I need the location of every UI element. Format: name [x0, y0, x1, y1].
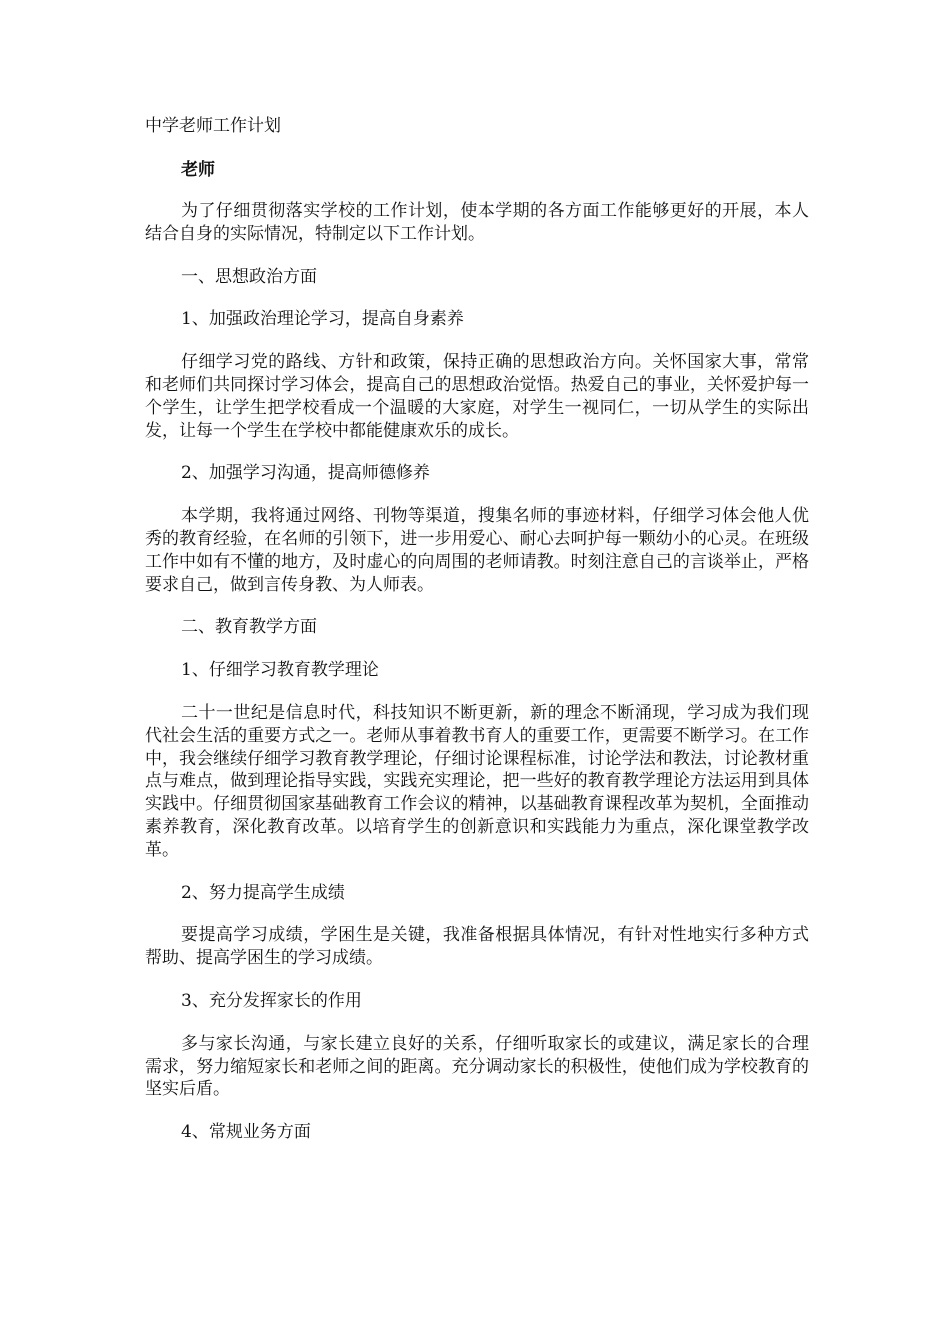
author-line: 老师 — [181, 160, 215, 180]
subheading-parents: 3、充分发挥家长的作用 — [181, 990, 362, 1011]
subheading-routine: 4、常规业务方面 — [181, 1122, 311, 1143]
paragraph-student-grades: 要提高学习成绩，学困生是关键，我准备根据具体情况，有针对性地实行多种方式帮助、提高学困生的学习成绩。 — [145, 925, 809, 969]
paragraph-teaching-theory: 二十一世纪是信息时代，科技知识不断更新，新的理念不断涌现，学习成为我们现代社会生活的重要方式之一。老师从事着教书育人的重要工作，更需要不断学习。在工作中，我会继续仔细学习教育教学理论，仔细讨论课程标准，讨论学法和教法，讨论教材重点与难点，做到理论指导实践，实践充实理论，把一些好的教育教学理论方法运用到具体实践中。仔细贯彻国家基础教育工作会议的精神，以基础教育课程改革为契机，全面推动素养教育，深化教育改革。以培育学生的创新意识和实践能力为重点，深化课堂教学改革。 — [145, 702, 809, 860]
document-page — [145, 112, 809, 1164]
subheading-theory-study: 1、加强政治理论学习，提高自身素养 — [181, 309, 464, 330]
section-heading-teaching: 二、教育教学方面 — [181, 617, 317, 638]
document-title: 中学老师工作计划 — [145, 116, 281, 136]
paragraph-theory-study: 仔细学习党的路线、方针和政策，保持正确的思想政治方向。关怀国家大事，常常和老师们共同探讨学习体会，提高自己的思想政治觉悟。热爱自己的事业，关怀爱护每一个学生，让学生把学校看成一个温暖的大家庭，对学生一视同仁，一切从学生的实际出发，让每一个学生在学校中都能健康欢乐的成长。 — [145, 352, 809, 441]
intro-paragraph: 为了仔细贯彻落实学校的工作计划，使本学期的各方面工作能够更好的开展，本人结合自身的实际情况，特制定以下工作计划。 — [145, 201, 809, 244]
subheading-student-grades: 2、努力提高学生成绩 — [181, 882, 345, 903]
paragraph-parents: 多与家长沟通，与家长建立良好的关系，仔细听取家长的或建议，满足家长的合理需求，努力缩短家长和老师之间的距离。充分调动家长的积极性，使他们成为学校教育的坚实后盾。 — [145, 1033, 809, 1100]
subheading-teaching-theory: 1、仔细学习教育教学理论 — [181, 660, 379, 681]
section-heading-political: 一、思想政治方面 — [181, 266, 317, 287]
subheading-ethics: 2、加强学习沟通，提高师德修养 — [181, 463, 430, 484]
paragraph-ethics: 本学期，我将通过网络、刊物等渠道，搜集名师的事迹材料，仔细学习体会他人优秀的教育经验，在名师的引领下，进一步用爱心、耐心去呵护每一颗幼小的心灵。在班级工作中如有不懂的地方，及时虚心的向周围的老师请教。时刻注意自己的言谈举止，严格要求自己，做到言传身教、为人师表。 — [145, 506, 809, 595]
